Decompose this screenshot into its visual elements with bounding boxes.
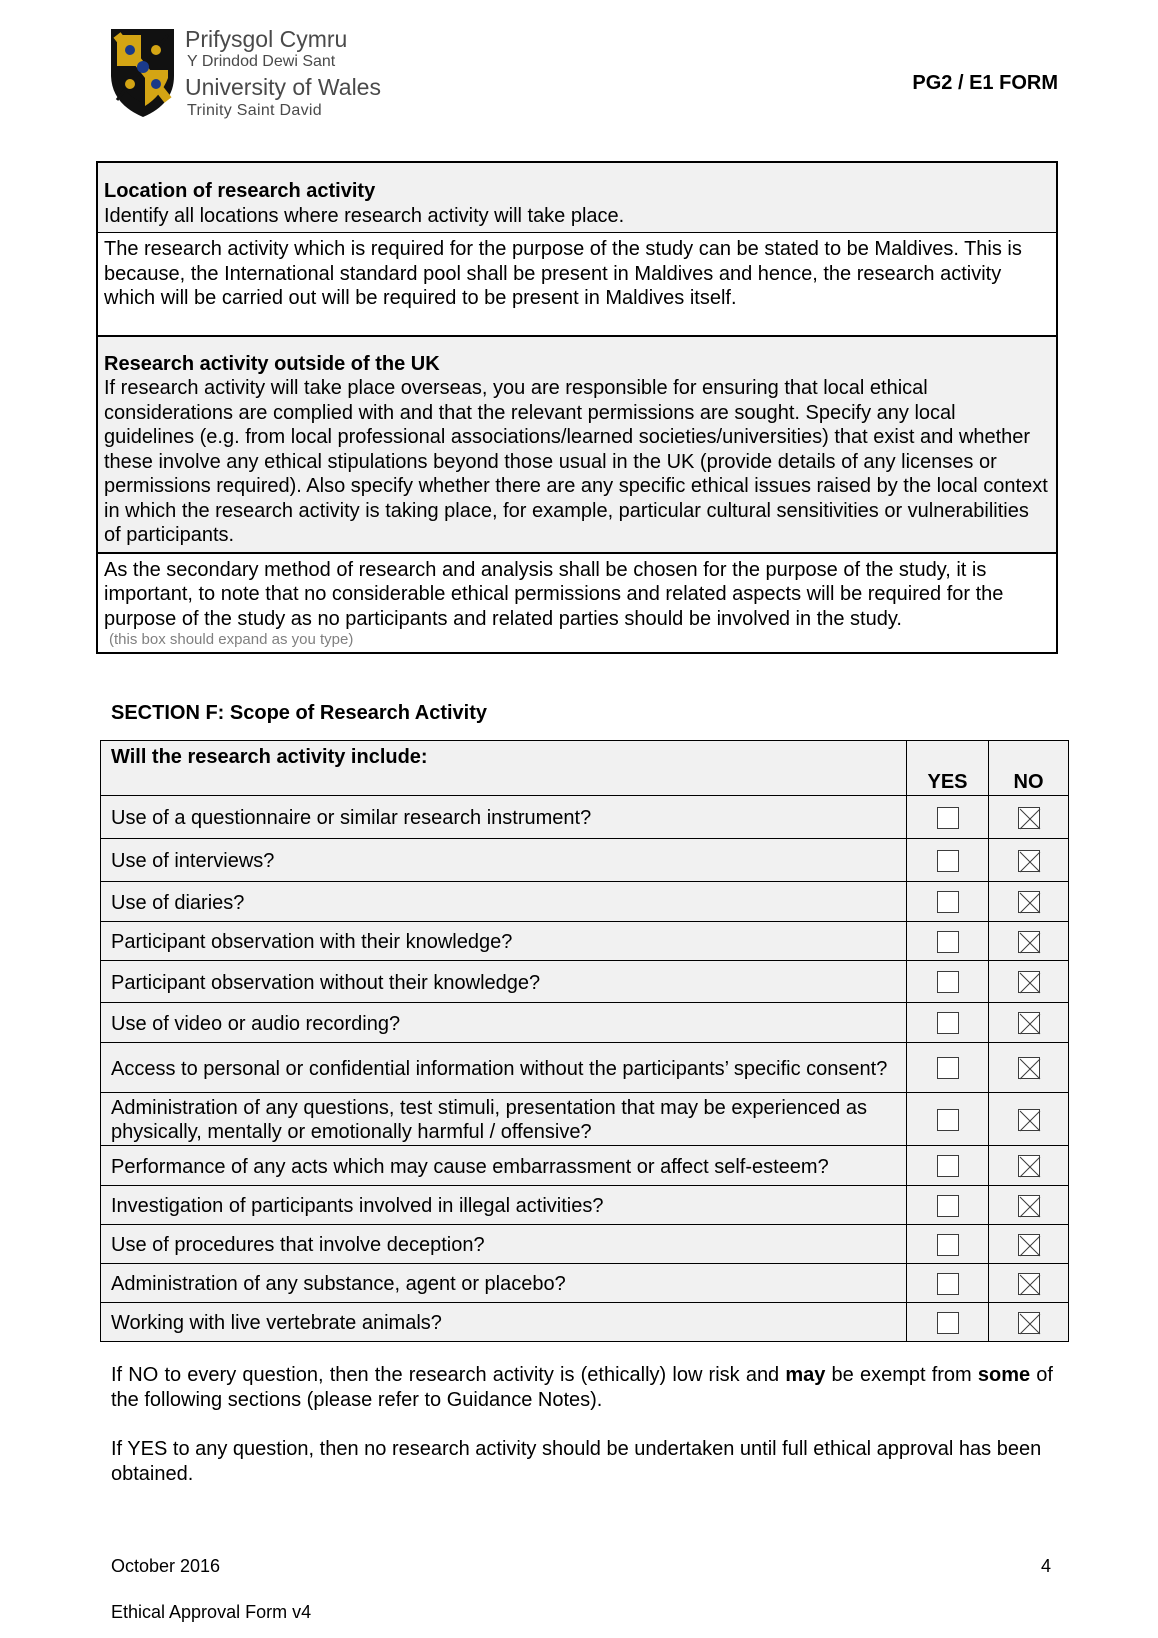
row-yes-cell	[907, 1003, 989, 1043]
checkbox-cross-icon	[1019, 1235, 1041, 1257]
row-yes-cell	[907, 1186, 989, 1225]
logo-text-line-3: University of Wales	[185, 74, 381, 100]
outside-uk-answer-field[interactable]	[98, 554, 1056, 653]
header-yes: YES	[907, 741, 989, 796]
row-question: Use of video or audio recording?	[101, 1003, 907, 1043]
location-box	[96, 161, 1058, 654]
table-row	[101, 922, 1069, 961]
row-no-cell	[989, 796, 1069, 839]
footer-date: October 2016	[111, 1556, 221, 1576]
checkbox-cross-icon	[1019, 1196, 1041, 1218]
location-header	[98, 163, 1056, 233]
page-number: 4	[1041, 1556, 1052, 1576]
row-no-cell	[989, 839, 1069, 882]
row-yes-cell	[907, 1225, 989, 1264]
footer-form-version: Ethical Approval Form v4	[111, 1602, 312, 1622]
yes-checkbox[interactable]	[937, 1057, 959, 1079]
row-yes-cell	[907, 882, 989, 922]
outside-uk-instruction: If research activity will take place overseas, you are responsible for ensuring that local ethical considerations are complied with and that the relevant permissions are sought. Specify any local guidelines (e.g. from local professional associations/learned societies/universities) that exist and whether these involve any ethical stipulations beyond those usual in the UK (provide details of any licenses or permissions required). Also specify whether there are any specific ethical issues raised by the local context in which the research activity is taking place, for example, particular cultural sensitivities or vulnerabilities of participants.	[104, 377, 1048, 546]
yes-checkbox[interactable]	[937, 850, 959, 872]
row-yes-cell	[907, 961, 989, 1003]
no-checkbox[interactable]	[1018, 850, 1040, 872]
checkbox-cross-icon	[1019, 1274, 1041, 1296]
checkbox-cross-icon	[1019, 1110, 1041, 1132]
section-f-title: SECTION F: Scope of Research Activity	[111, 702, 488, 724]
note-no-bold1: may	[785, 1364, 826, 1386]
row-question: Performance of any acts which may cause embarrassment or affect self-esteem?	[101, 1146, 907, 1186]
row-yes-cell	[907, 1043, 989, 1093]
row-question: Working with live vertebrate animals?	[101, 1303, 907, 1342]
checkbox-cross-icon	[1019, 932, 1041, 954]
row-no-cell	[989, 1264, 1069, 1303]
row-yes-cell	[907, 1146, 989, 1186]
no-checkbox[interactable]	[1018, 1312, 1040, 1334]
table-row	[101, 1093, 1069, 1146]
no-checkbox[interactable]	[1018, 1234, 1040, 1256]
no-checkbox[interactable]	[1018, 1273, 1040, 1295]
checkbox-cross-icon	[1019, 1013, 1041, 1035]
yes-checkbox[interactable]	[937, 1312, 959, 1334]
no-checkbox[interactable]	[1018, 891, 1040, 913]
row-question: Use of diaries?	[101, 882, 907, 922]
checkbox-cross-icon	[1019, 1058, 1041, 1080]
table-row	[101, 796, 1069, 839]
row-question: Administration of any questions, test stimuli, presentation that may be experienced as physically, mentally or emotionally harmful / offensive?	[101, 1093, 907, 1146]
row-yes-cell	[907, 1093, 989, 1146]
outside-uk-answer-text: As the secondary method of research and analysis shall be chosen for the purpose of the study, it is important, to note that no considerable ethical permissions and related aspects will be required for the purpose of the study as no participants and related parties should be involved in the study.	[104, 558, 1004, 630]
table-row	[101, 1303, 1069, 1342]
yes-checkbox[interactable]	[937, 807, 959, 829]
row-no-cell	[989, 961, 1069, 1003]
row-no-cell	[989, 922, 1069, 961]
no-checkbox[interactable]	[1018, 1155, 1040, 1177]
row-yes-cell	[907, 922, 989, 961]
row-no-cell	[989, 1225, 1069, 1264]
logo-text-line-1: Prifysgol Cymru	[185, 26, 348, 52]
note-no-part1: If NO to every question, then the research activity is (ethically) low risk and	[111, 1364, 786, 1386]
table-row	[101, 961, 1069, 1003]
row-question: Access to personal or confidential information without the participants’ specific consent?	[101, 1043, 907, 1093]
yes-checkbox[interactable]	[937, 891, 959, 913]
row-no-cell	[989, 1303, 1069, 1342]
checkbox-cross-icon	[1019, 851, 1041, 873]
yes-checkbox[interactable]	[937, 1109, 959, 1131]
no-checkbox[interactable]	[1018, 1012, 1040, 1034]
outside-uk-header	[98, 337, 1056, 554]
no-checkbox[interactable]	[1018, 1057, 1040, 1079]
note-no-bold2: some	[977, 1364, 1031, 1386]
row-question: Participant observation without their knowledge?	[101, 961, 907, 1003]
checkbox-cross-icon	[1019, 808, 1041, 830]
scope-table-header	[101, 741, 1069, 796]
location-instruction: Identify all locations where research activity will take place.	[104, 204, 625, 227]
row-yes-cell	[907, 839, 989, 882]
university-logo	[108, 26, 398, 122]
header-question: Will the research activity include:	[101, 741, 907, 796]
row-no-cell	[989, 1043, 1069, 1093]
table-row	[101, 1186, 1069, 1225]
location-title: Location of research activity	[104, 180, 376, 202]
yes-checkbox[interactable]	[937, 971, 959, 993]
note-yes: If YES to any question, then no research activity should be undertaken until full ethical approval has been obtained.	[111, 1438, 1042, 1485]
location-answer-field[interactable]	[98, 233, 1056, 337]
row-no-cell	[989, 1093, 1069, 1146]
scope-table	[100, 740, 1069, 1342]
row-yes-cell	[907, 796, 989, 839]
logo-text-line-2: Y Drindod Dewi Sant	[187, 53, 336, 70]
no-checkbox[interactable]	[1018, 1109, 1040, 1131]
row-no-cell	[989, 1186, 1069, 1225]
no-checkbox[interactable]	[1018, 1195, 1040, 1217]
row-question: Use of procedures that involve deception?	[101, 1225, 907, 1264]
row-question: Use of interviews?	[101, 839, 907, 882]
table-row	[101, 839, 1069, 882]
shield-crest-icon	[108, 26, 178, 120]
note-no-part2: be exempt from	[825, 1364, 978, 1386]
table-row	[101, 1225, 1069, 1264]
row-yes-cell	[907, 1303, 989, 1342]
outside-uk-title: Research activity outside of the UK	[104, 352, 440, 375]
row-question: Participant observation with their knowledge?	[101, 922, 907, 961]
logo-text-line-4: Trinity Saint David	[187, 102, 322, 119]
table-row	[101, 1043, 1069, 1093]
row-no-cell	[989, 1146, 1069, 1186]
table-row	[101, 1146, 1069, 1186]
row-question: Investigation of participants involved in illegal activities?	[101, 1186, 907, 1225]
checkbox-cross-icon	[1019, 1313, 1041, 1335]
yes-checkbox[interactable]	[937, 1155, 959, 1177]
location-answer-text: The research activity which is required for the purpose of the study can be stated to be Maldives. This is because, the International standard pool shall be present in Maldives and hence, the research activity which will be carried out will be required to be present in Maldives itself.	[104, 238, 1022, 309]
note-no-part3: of the following sections (please refer to Guidance Notes).	[111, 1364, 1053, 1411]
row-no-cell	[989, 1003, 1069, 1043]
row-no-cell	[989, 882, 1069, 922]
no-checkbox[interactable]	[1018, 931, 1040, 953]
yes-checkbox[interactable]	[937, 931, 959, 953]
yes-checkbox[interactable]	[937, 1195, 959, 1217]
table-row	[101, 1264, 1069, 1303]
row-yes-cell	[907, 1264, 989, 1303]
row-question: Use of a questionnaire or similar research instrument?	[101, 796, 907, 839]
note-no	[111, 1363, 1053, 1413]
table-row	[101, 882, 1069, 922]
checkbox-cross-icon	[1019, 972, 1041, 994]
yes-checkbox[interactable]	[937, 1234, 959, 1256]
yes-checkbox[interactable]	[937, 1273, 959, 1295]
yes-checkbox[interactable]	[937, 1012, 959, 1034]
table-row	[101, 1003, 1069, 1043]
no-checkbox[interactable]	[1018, 807, 1040, 829]
row-question: Administration of any substance, agent or placebo?	[101, 1264, 907, 1303]
checkbox-cross-icon	[1019, 1156, 1041, 1178]
form-id: PG2 / E1 FORM	[912, 72, 1058, 94]
expand-hint: (this box should expand as you type)	[109, 631, 354, 648]
checkbox-cross-icon	[1019, 892, 1041, 914]
header-no: NO	[989, 741, 1069, 796]
no-checkbox[interactable]	[1018, 971, 1040, 993]
